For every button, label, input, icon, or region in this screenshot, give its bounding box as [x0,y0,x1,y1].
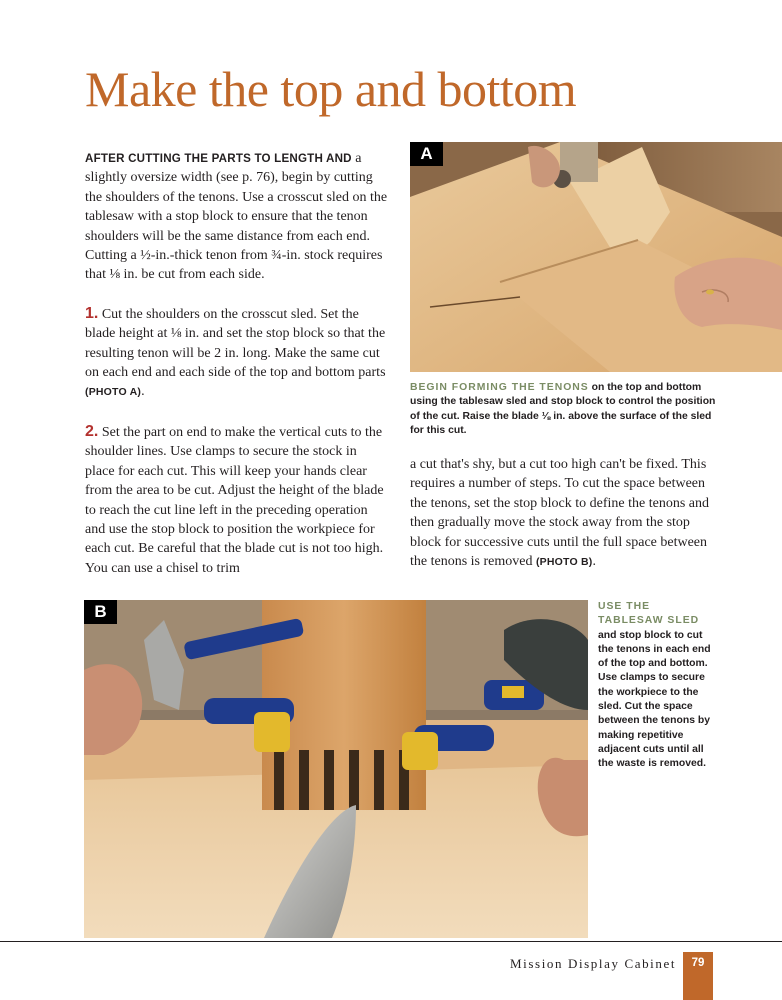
step-1-text: Cut the shoulders on the crosscut sled. Set the blade height at ⅛ in. and set the stop block so that the resulting tenon will be 2 in. long. Make the same cut on each end and each side of the top and bottom parts [85,306,386,381]
intro-lead-in: AFTER CUTTING THE PARTS TO LENGTH AND [85,152,352,165]
photo-b-caption [598,600,718,772]
photo-b-image [84,600,588,938]
intro-paragraph [85,149,389,285]
photo-a-caption [410,381,720,438]
photo-b [84,600,588,938]
photo-b-caption-lead: USE THE TABLESAW SLED [598,601,700,627]
step-2-trail: . [592,554,596,570]
intro-text: a slightly oversize width (see p. 76), begin by cutting the shoulders of the tenons. Use a crosscut sled on the tablesaw with a stop block to ensure that the tenon shoulders will be the same distance from each end. Cutting a ½-in.-thick tenon from ¾-in. stock requires that ⅛ in. be cut from each side. [85,151,388,283]
step-1-trail: . [141,384,145,400]
page-title: Make the top and bottom [85,61,577,117]
photo-b-caption-text: and stop block to cut the tenons in each end of the top and bottom. Use clamps to secure the workpiece to the sled. Cut the space between the tenons by making repetitive adjacent cuts until all the waste is removed. [598,629,711,770]
photo-a-image [410,142,782,372]
photo-a-caption-lead: BEGIN FORMING THE TENONS [410,382,589,393]
step-1-paragraph [85,304,389,403]
photo-a-caption-text: on the top and bottom using the tablesaw sled and stop block to control the position of the cut. Raise the blade ⅛ in. above the surface of the sled for this cut. [410,382,716,436]
step-2-photo-ref: (PHOTO B) [535,556,593,569]
step-2-number: 2. [85,422,99,440]
continuation-column [410,455,716,572]
photo-a [410,142,782,372]
page-number: 79 [683,952,713,1000]
step-1-number: 1. [85,304,99,322]
main-text-column [85,149,389,578]
running-head: Mission Display Cabinet [510,956,677,971]
photo-a-tag: A [410,142,443,166]
step-2-paragraph [85,422,389,578]
photo-b-tag: B [84,600,117,624]
step-1-photo-ref: (PHOTO A) [85,386,142,399]
step-2-text: Set the part on end to make the vertical cuts to the shoulder lines. Use clamps to secure the stock in place for each cut. This will keep your hands clear from the area to be cut. Adjust the height of the blade to reach the cut line left in the preceding operation and use the stop block to position the workpiece for each cut. Be careful that the blade cut is not too high. You can use a chisel to trim [85,424,384,576]
step-2-continuation-text: a cut that's shy, but a cut too high can't be fixed. This requires a number of steps. To cut the space between the tenons, set the stop block to define the tenons and then gradually move the stock away from the stop block for successive cuts until the full space between the tenons is removed [410,457,709,570]
step-2-continuation [410,455,716,572]
footer-rule [0,941,782,942]
